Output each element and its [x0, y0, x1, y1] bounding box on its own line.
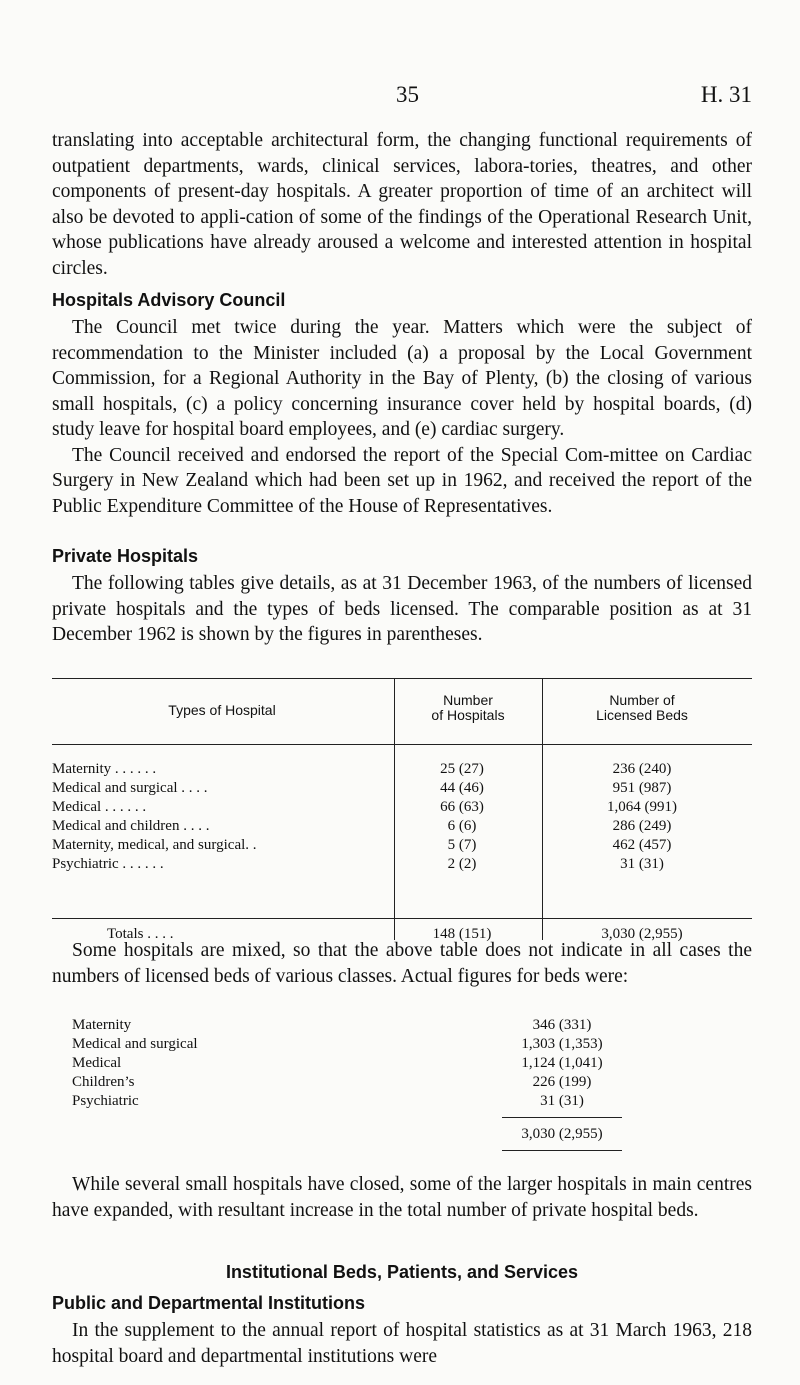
- header-number-line-1: Number: [443, 692, 493, 708]
- header-number-of-hospitals: [394, 693, 542, 723]
- figure-value: 1,303 (1,353): [521, 1036, 603, 1052]
- figure-value: 31 (31): [540, 1093, 584, 1109]
- row-number: 66 (63): [440, 799, 484, 815]
- row-type: Psychiatric . . . . . .: [52, 856, 164, 872]
- figure-row: [72, 1054, 632, 1073]
- header-beds-line-1: Number of: [609, 692, 675, 708]
- intro-section: [52, 128, 752, 281]
- figures-total-value: 3,030 (2,955): [521, 1126, 603, 1142]
- institutional-section: [52, 1262, 752, 1369]
- document-code: H. 31: [700, 82, 752, 107]
- figure-label: Psychiatric: [72, 1093, 139, 1109]
- table-header-rule: [52, 744, 752, 745]
- row-number: 5 (7): [447, 837, 477, 853]
- totals-label: Totals . . . .: [107, 926, 174, 942]
- table-row: [52, 798, 752, 817]
- figures-total-rule: [502, 1117, 622, 1118]
- advisory-council-paragraph-2: The Council received and endorsed the report of the Special Com-mittee on Cardiac Surgery in New Zealand which had been set up in 1962, and received the report of the Public Expenditure Committee of the House of Representatives.: [52, 444, 752, 517]
- row-beds: 951 (987): [612, 780, 672, 796]
- figure-label: Medical and surgical: [72, 1036, 198, 1052]
- row-number: 2 (2): [447, 856, 477, 872]
- institutional-paragraph: In the supplement to the annual report of hospital statistics as at 31 March 1963, 218 hospital board and departmental institutions were: [52, 1320, 752, 1367]
- section-heading-institutional: Institutional Beds, Patients, and Services: [225, 1262, 579, 1282]
- figures-bottom-rule: [502, 1150, 622, 1151]
- totals-beds: 3,030 (2,955): [601, 926, 683, 942]
- figure-value: 346 (331): [532, 1017, 592, 1033]
- table-row: [52, 779, 752, 798]
- table-totals-rule: [52, 918, 752, 919]
- row-beds: 236 (240): [612, 761, 672, 777]
- figure-label: Maternity: [72, 1017, 132, 1033]
- header-types-of-hospital: Types of Hospital: [168, 702, 276, 718]
- page-header: [52, 82, 752, 112]
- page-number: 35: [396, 82, 419, 107]
- closing-paragraph: While several small hospitals have closed, some of the larger hospitals in main centres have expanded, with resultant increase in the total number of private hospital beds.: [52, 1174, 752, 1221]
- section-heading-private-hospitals: Private Hospitals: [52, 546, 199, 566]
- advisory-council-paragraph-1: The Council met twice during the year. Matters which were the subject of recommendation to the Minister included (a) a proposal by the Local Government Commission, for a Regional Authority in the Bay of Plenty, (b) the closing of various small hospitals, (c) a policy concerning insurance cover held by hospital boards, (d) study leave for hospital board employees, and (e) cardiac surgery.: [52, 317, 752, 440]
- row-type: Medical and children . . . .: [52, 818, 210, 834]
- table-row: [52, 760, 752, 779]
- table-row: [52, 855, 752, 874]
- row-beds: 31 (31): [620, 856, 664, 872]
- row-beds: 286 (249): [612, 818, 672, 834]
- header-number-of-beds: [542, 693, 742, 723]
- totals-number: 148 (151): [432, 926, 492, 942]
- header-number-line-2: of Hospitals: [431, 707, 505, 723]
- table-row: [52, 836, 752, 855]
- row-number: 25 (27): [440, 761, 484, 777]
- header-beds-line-2: Licensed Beds: [596, 707, 688, 723]
- private-hospitals-section: [52, 546, 752, 648]
- row-type: Medical . . . . . .: [52, 799, 147, 815]
- closing-section: [52, 1172, 752, 1223]
- figure-row: [72, 1073, 632, 1092]
- row-type: Medical and surgical . . . .: [52, 780, 208, 796]
- figure-label: Children’s: [72, 1074, 135, 1090]
- figure-row: [72, 1092, 632, 1111]
- figures-total-row: [72, 1125, 632, 1144]
- row-number: 6 (6): [447, 818, 477, 834]
- row-type: Maternity . . . . . .: [52, 761, 157, 777]
- row-number: 44 (46): [440, 780, 484, 796]
- row-type: Maternity, medical, and surgical. .: [52, 837, 257, 853]
- row-beds: 462 (457): [612, 837, 672, 853]
- advisory-council-section: [52, 290, 752, 519]
- private-hospitals-paragraph: The following tables give details, as at 31 December 1963, of the numbers of licensed private hospitals and the types of beds licensed. The comparable position as at 31 December 1962 is shown by the figures in parentheses.: [52, 573, 752, 645]
- table-top-rule: [52, 678, 752, 679]
- mixed-hospitals-paragraph: Some hospitals are mixed, so that the above table does not indicate in all cases the numbers of licensed beds of various classes. Actual figures for beds were:: [52, 940, 752, 987]
- figure-value: 1,124 (1,041): [521, 1055, 603, 1071]
- mixed-hospitals-section: [52, 938, 752, 989]
- subheading-public-departmental: Public and Departmental Institutions: [52, 1293, 366, 1313]
- intro-paragraph: translating into acceptable architectural form, the changing functional requirements of outpatient departments, wards, clinical services, labora-tories, theatres, and other components of present-day hospitals. A greater proportion of time of an architect will also be devoted to appli-cation of some of the findings of the Operational Research Unit, whose publications have already aroused a welcome and interested attention in hospital circles.: [52, 130, 752, 279]
- figure-row: [72, 1016, 632, 1035]
- figure-value: 226 (199): [532, 1074, 592, 1090]
- section-heading-advisory-council: Hospitals Advisory Council: [52, 290, 286, 310]
- table-row: [52, 817, 752, 836]
- figure-label: Medical: [72, 1055, 122, 1071]
- row-beds: 1,064 (991): [607, 799, 677, 815]
- figure-row: [72, 1035, 632, 1054]
